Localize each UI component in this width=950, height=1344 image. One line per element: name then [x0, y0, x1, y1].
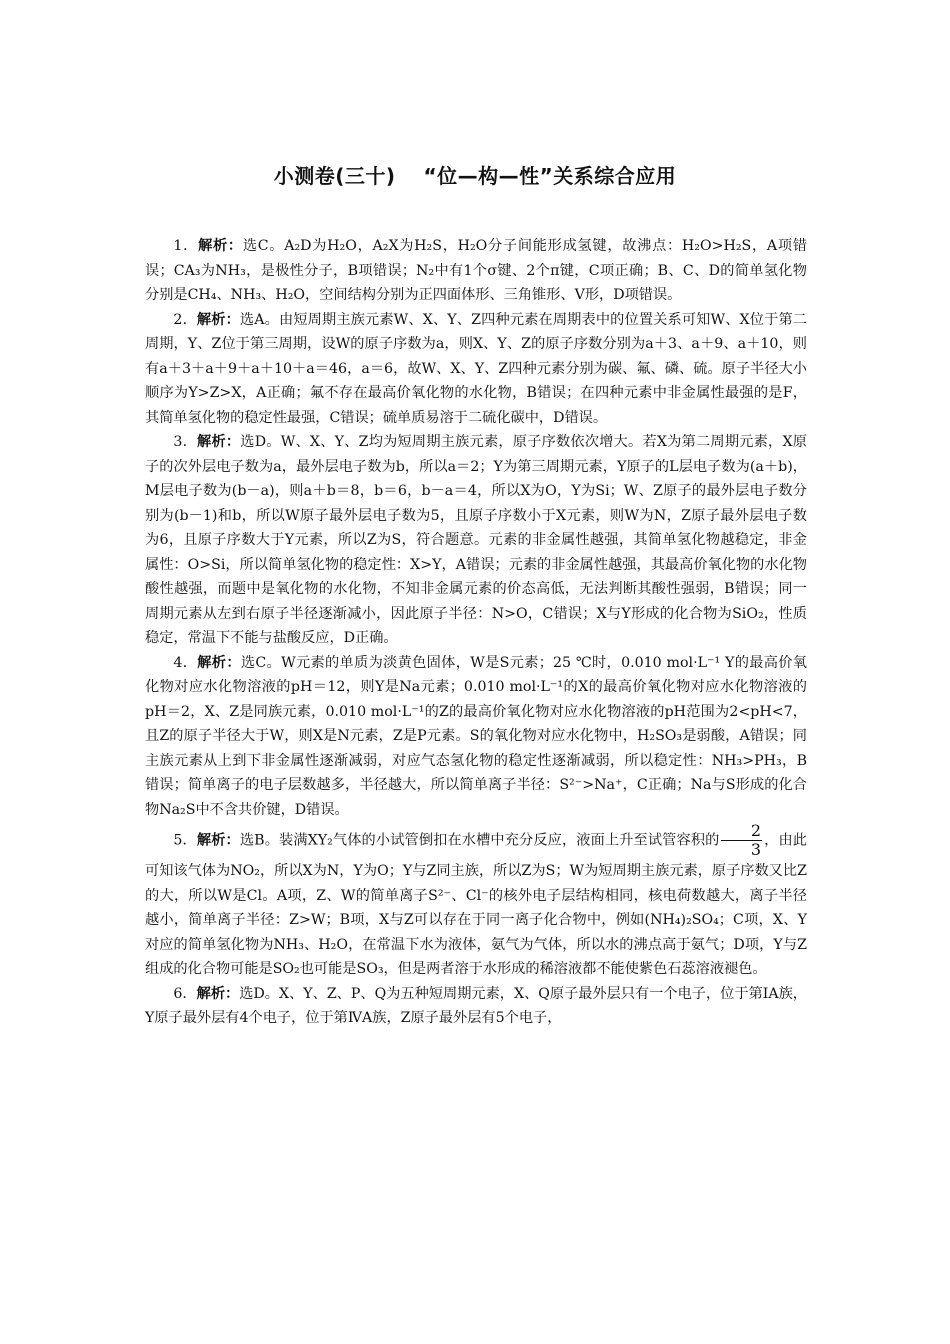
- answer-label: 解析：: [198, 238, 243, 254]
- title-topic: “位—构—性”关系综合应用: [423, 164, 677, 188]
- fraction-denominator: 3: [750, 840, 762, 859]
- answer-item-5: 5．解析：选B。装满XY₂气体的小试管倒扣在水槽中充分反应，液面上升至试管容积的 $\frac{2}{3}$ ，由此可知该气体为NO₂，所以X为N，Y为O；Y与Z同主族，所以Z为S；W为短周期主族元素，原子序数又比Z的大，所以W是Cl。A项，Z、W的简单离子S²⁻、Cl⁻的核外电子层结构相同，核电荷数越大，离子半径越小，简单离子半径：Z>W；B项，X与Z可以存在于同一离子化合物中，例如(NH₄)₂SO₄；C项，X、Y对应的简单氢化物为NH₃、H₂O，在常温下水为液体，氨气为气体，所以水的沸点高于氨气；D项，Y与Z组成的化合物可能是SO₂也可能是SO₃，但是两者溶于水形成的稀溶液都不能使紫色石蕊溶液褪色。: [145, 821, 807, 977]
- answer-body: [145, 234, 807, 1031]
- answer-label: 解析：: [197, 434, 241, 450]
- answer-text: 选D。X、Y、Z、P、Q为五种短周期元素，X、Q原子最外层只有一个电子，位于第ⅠA族，Y原子最外层有4个电子，位于第ⅣA族，Z原子最外层有5个电子，: [145, 985, 807, 1026]
- answer-text: 选A。由短周期主族元素W、X、Y、Z四种元素在周期表中的位置关系可知W、X位于第二周期，Y、Z位于第三周期，设W的原子序数为a，则X、Y、Z的原子序数分别为a＋3、a＋9、a＋10，则有a＋3＋a＋9＋a＋10＋a＝46，a＝6，故W、X、Y、Z四种元素分别为碳、氟、磷、硫。原子半径大小顺序为Y>Z>X，A正确；氟不存在最高价氧化物的水化物，B错误；在四种元素中非金属性最强的是F，其简单氢化物的稳定性最强，C错误；硫单质易溶于二硫化碳中，D错误。: [145, 311, 807, 426]
- answer-item-1: 1．解析：选C。A₂D为H₂O，A₂X为H₂S，H₂O分子间能形成氢键，故沸点：H₂O>H₂S，A项错误；CA₃为NH₃，是极性分子，B项错误；N₂中有1个σ键、2个π键，C项正确；B、C、D的简单氢化物分别是CH₄、NH₃、H₂O，空间结构分别为正四面体形、三角锥形、V形，D项错误。: [145, 238, 807, 303]
- page-title: [0, 160, 950, 189]
- answer-text-part-2: ，由此可知该气体为NO₂，所以X为N，Y为O；Y与Z同主族，所以Z为S；W为短周期主族元素，原子序数又比Z的大，所以W是Cl。A项，Z、W的简单离子S²⁻、Cl⁻的核外电子层结构相同，核电荷数越大，离子半径越小，简单离子半径：Z>W；B项，X与Z可以存在于同一离子化合物中，例如(NH₄)₂SO₄；C项，X、Y对应的简单氢化物为NH₃、H₂O，在常温下水为液体，氨气为气体，所以水的沸点高于氨气；D项，Y与Z组成的化合物可能是SO₂也可能是SO₃，但是两者溶于水形成的稀溶液都不能使紫色石蕊溶液褪色。: [145, 832, 807, 977]
- answer-label: 解析：: [196, 985, 240, 1002]
- answer-label: 解析：: [197, 654, 241, 671]
- title-quiz-number: 小测卷(三十): [273, 164, 396, 188]
- answer-item-6: 6．解析：选D。X、Y、Z、P、Q为五种短周期元素，X、Q原子最外层只有一个电子，位于第ⅠA族，Y原子最外层有4个电子，位于第ⅣA族，Z原子最外层有5个电子，: [145, 985, 807, 1026]
- answer-text-part-1: 选B。装满XY₂气体的小试管倒扣在水槽中充分反应，液面上升至试管容积的: [239, 832, 720, 849]
- answer-item-3: 3．解析：选D。W、X、Y、Z均为短周期主族元素，原子序数依次增大。若X为第二周期元素，X原子的次外层电子数为a，最外层电子数为b，所以a＝2；Y为第三周期元素，Y原子的L层电子数为(a＋b)，M层电子数为(b－a)，则a＋b＝8，b＝6，b－a＝4，所以X为O，Y为Si；W、Z原子的最外层电子数分别为(b－1)和b，所以W原子最外层电子数为5，且原子序数小于X元素，则W为N，Z原子最外层电子数为6，且原子序数大于Y元素，所以Z为S，符合题意。元素的非金属性越强，其简单氢化物越稳定，非金属性：O>Si，所以简单氢化物的稳定性：X>Y，A错误；元素的非金属性越强，其最高价氧化物的水化物酸性越强，而题中是氧化物的水化物，不知非金属元素的价态高低，无法判断其酸性强弱，B错误；同一周期元素从左到右原子半径逐渐减小，因此原子半径：N>O，C错误；X与Y形成的化合物为SiO₂，性质稳定，常温下不能与盐酸反应，D正确。: [145, 434, 807, 646]
- answer-text: 选C。W元素的单质为淡黄色固体，W是S元素；25 ℃时，0.010 mol·L⁻¹ Y的最高价氧化物对应水化物溶液的pH＝12，则Y是Na元素；0.010 mol·L⁻¹的X的最高价氧化物对应水化物溶液的pH＝2，X、Z是同族元素，0.010 mol·L⁻¹的Z的最高价氧化物对应水化物溶液的pH范围为2<pH<7，且Z的原子半径大于W，则X是N元素，Z是P元素。S的氧化物对应水化物中，H₂SO₃是弱酸，A错误；同主族元素从上到下非金属性逐渐减弱，对应气态氢化物的稳定性逐渐减弱，所以稳定性：NH₃>PH₃，B错误；简单离子的电子层数越多，半径越大，所以简单离子半径：S²⁻>Na⁺，C正确；Na与S形成的化合物Na₂S中不含共价键，D错误。: [145, 654, 807, 818]
- fraction-numerator: 2: [721, 822, 762, 841]
- fraction-two-thirds: [721, 822, 762, 859]
- answer-text: 选D。W、X、Y、Z均为短周期主族元素，原子序数依次增大。若X为第二周期元素，X原子的次外层电子数为a，最外层电子数为b，所以a＝2；Y为第三周期元素，Y原子的L层电子数为(a＋b)，M层电子数为(b－a)，则a＋b＝8，b＝6，b－a＝4，所以X为O，Y为Si；W、Z原子的最外层电子数分别为(b－1)和b，所以W原子最外层电子数为5，且原子序数小于X元素，则W为N，Z原子最外层电子数为6，且原子序数大于Y元素，所以Z为S，符合题意。元素的非金属性越强，其简单氢化物越稳定，非金属性：O>Si，所以简单氢化物的稳定性：X>Y，A错误；元素的非金属性越强，其最高价氧化物的水化物酸性越强，而题中是氧化物的水化物，不知非金属元素的价态高低，无法判断其酸性强弱，B错误；同一周期元素从左到右原子半径逐渐减小，因此原子半径：N>O，C错误；X与Y形成的化合物为SiO₂，性质稳定，常温下不能与盐酸反应，D正确。: [145, 434, 807, 646]
- answer-item-2: 2．解析：选A。由短周期主族元素W、X、Y、Z四种元素在周期表中的位置关系可知W、X位于第二周期，Y、Z位于第三周期，设W的原子序数为a，则X、Y、Z的原子序数分别为a＋3、a＋9、a＋10，则有a＋3＋a＋9＋a＋10＋a＝46，a＝6，故W、X、Y、Z四种元素分别为碳、氟、磷、硫。原子半径大小顺序为Y>Z>X，A正确；氟不存在最高价氧化物的水化物，B错误；在四种元素中非金属性最强的是F，其简单氢化物的稳定性最强，C错误；硫单质易溶于二硫化碳中，D错误。: [145, 311, 807, 426]
- answer-label: 解析：: [196, 832, 240, 849]
- answer-text: 选C。A₂D为H₂O，A₂X为H₂S，H₂O分子间能形成氢键，故沸点：H₂O>H₂S，A项错误；CA₃为NH₃，是极性分子，B项错误；N₂中有1个σ键、2个π键，C项正确；B、C、D的简单氢化物分别是CH₄、NH₃、H₂O，空间结构分别为正四面体形、三角锥形、V形，D项错误。: [145, 238, 807, 303]
- answer-item-4: 4．解析：选C。W元素的单质为淡黄色固体，W是S元素；25 ℃时，0.010 mol·L⁻¹ Y的最高价氧化物对应水化物溶液的pH＝12，则Y是Na元素；0.010 mol·L⁻¹的X的最高价氧化物对应水化物溶液的pH＝2，X、Z是同族元素，0.010 mol·L⁻¹的Z的最高价氧化物对应水化物溶液的pH范围为2<pH<7，且Z的原子半径大于W，则X是N元素，Z是P元素。S的氧化物对应水化物中，H₂SO₃是弱酸，A错误；同主族元素从上到下非金属性逐渐减弱，对应气态氢化物的稳定性逐渐减弱，所以稳定性：NH₃>PH₃，B错误；简单离子的电子层数越多，半径越大，所以简单离子半径：S²⁻>Na⁺，C正确；Na与S形成的化合物Na₂S中不含共价键，D错误。: [145, 654, 807, 818]
- answer-label: 解析：: [196, 311, 240, 328]
